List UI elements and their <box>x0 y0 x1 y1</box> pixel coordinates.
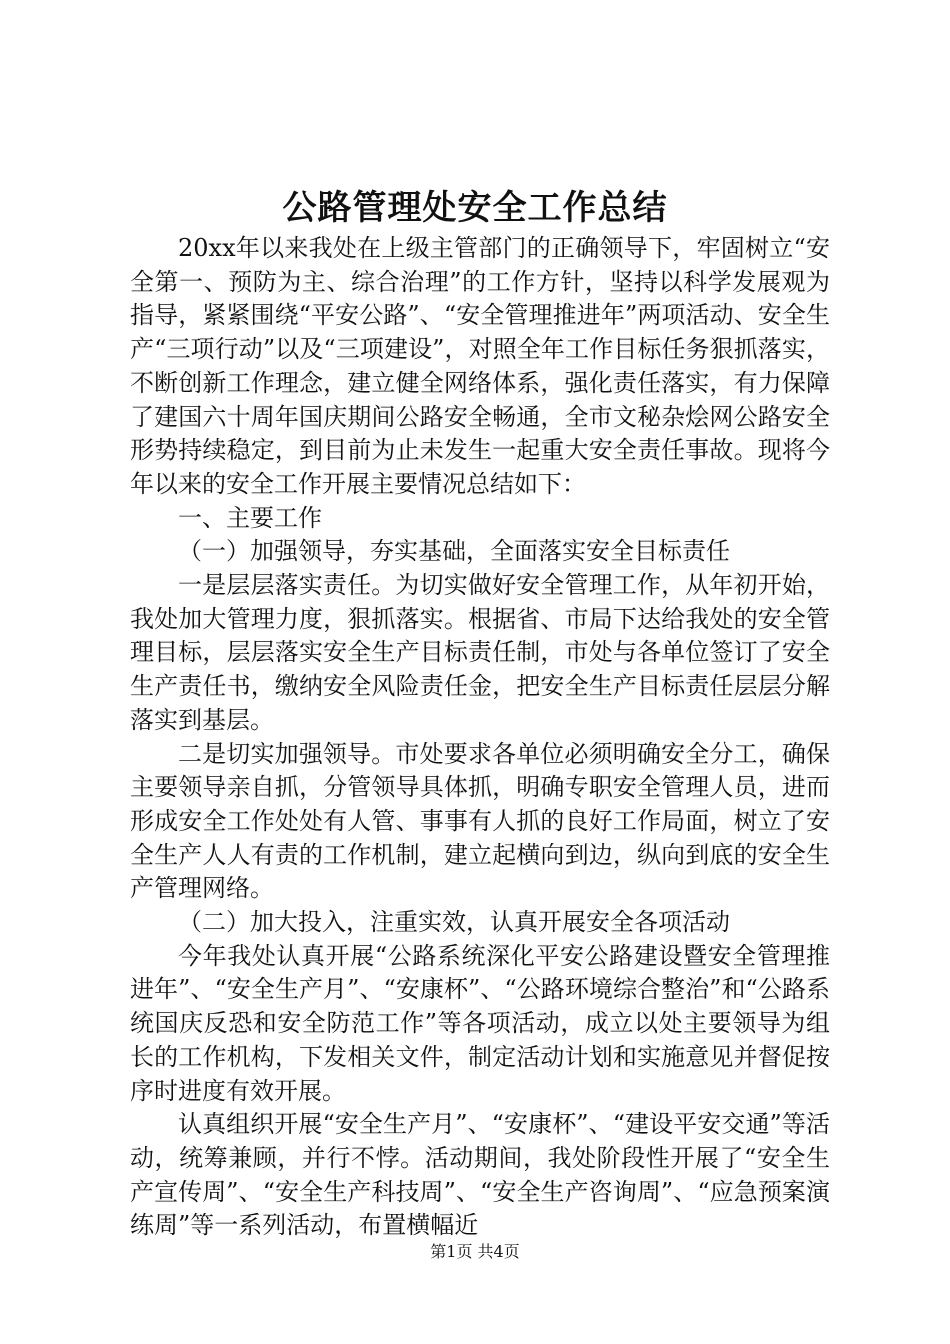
paragraph-activities: 今年我处认真开展“公路系统深化平安公路建设暨安全管理推进年”、“安全生产月”、“安康杯”、“公路环境综合整治”和“公路系统国庆反恐和安全防范工作”等各项活动，成立以处主要领导为组长的工作机构，下发相关文件，制定活动计划和实施意见并督促按序时进度有效开展。 <box>130 941 830 1105</box>
subsection-heading-2: （二）加大投入，注重实效，认真开展安全各项活动 <box>178 908 730 937</box>
paragraph-intro: 20xx年以来我处在上级主管部门的正确领导下，牢固树立“安全第一、预防为主、综合治理”的工作方针，坚持以科学发展观为指导，紧紧围绕“平安公路”、“安全管理推进年”两项活动、安全生产“三项行动”以及“三项建设”，对照全年工作目标任务狠抓落实，不断创新工作理念，建立健全网络体系，强化责任落实，有力保障了建国六十周年国庆期间公路安全畅通，全市文秘杂烩网公路安全形势持续稳定，到目前为止未发生一起重大安全责任事故。现将今年以来的安全工作开展主要情况总结如下： <box>130 234 830 498</box>
section-heading-main-work: 一、主要工作 <box>178 503 322 532</box>
paragraph-safety-month: 认真组织开展“安全生产月”、“安康杯”、“建设平安交通”等活动，统筹兼顾，并行不悖。活动期间，我处阶段性开展了“安全生产宣传周”、“安全生产科技周”、“安全生产咨询周”、“应急预案演练周”等一系列活动，布置横幅近 <box>130 1110 830 1240</box>
document-title: 公路管理处安全工作总结 <box>282 188 668 228</box>
document-body <box>130 232 830 1243</box>
paragraph-responsibility: 一是层层落实责任。为切实做好安全管理工作，从年初开始，我处加大管理力度，狠抓落实。根据省、市局下达给我处的安全管理目标，层层落实安全生产目标责任制，市处与各单位签订了安全生产责任书，缴纳安全风险责任金，把安全生产目标责任层层分解落实到基层。 <box>130 571 830 734</box>
subsection-heading-1: （一）加强领导，夯实基础，全面落实安全目标责任 <box>178 537 730 566</box>
page-number-footer: 第1页 共4页 <box>430 1242 520 1261</box>
paragraph-leadership: 二是切实加强领导。市处要求各单位必须明确安全分工，确保主要领导亲自抓，分管领导具体抓，明确专职安全管理人员，进而形成安全工作处处有人管、事事有人抓的良好工作局面，树立了安全生产人人有责的工作机制，建立起横向到边，纵向到底的安全生产管理网络。 <box>130 739 830 903</box>
